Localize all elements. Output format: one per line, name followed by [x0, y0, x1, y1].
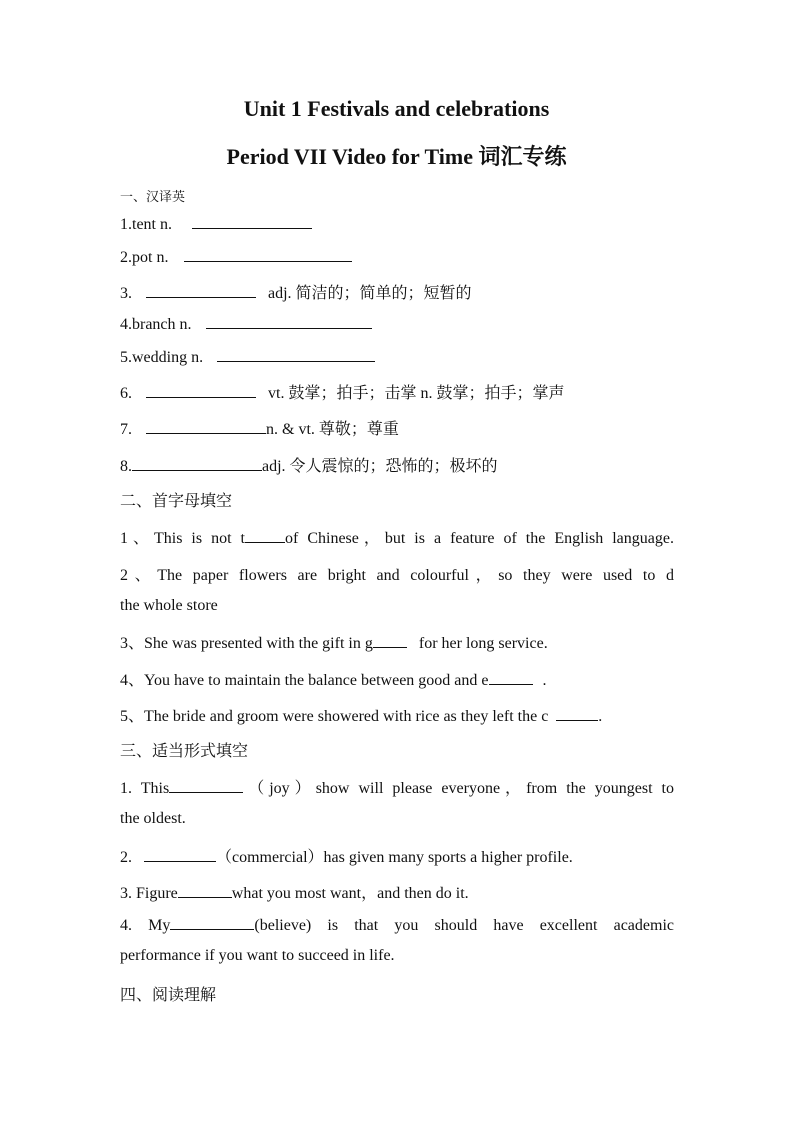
answer-blank — [146, 419, 266, 434]
answer-blank — [184, 247, 352, 262]
vocab-item-1: 1.tent n. — [120, 214, 312, 234]
form-question-4-cont: performance if you want to succeed in life. — [120, 947, 395, 964]
answer-blank — [245, 528, 285, 543]
answer-blank — [206, 314, 372, 329]
answer-blank — [192, 214, 312, 229]
vocab-item-6: 6. vt. 鼓掌；拍手；击掌 n. 鼓掌；拍手；掌声 — [120, 385, 565, 402]
page-subtitle: Period VII Video for Time 词汇专练 — [226, 144, 567, 169]
answer-blank — [489, 670, 533, 685]
section4-heading: 四、阅读理解 — [120, 987, 217, 1004]
section1-heading: 一、汉译英 — [120, 189, 186, 204]
form-question-1-cont: the oldest. — [120, 810, 186, 827]
answer-blank — [132, 456, 262, 471]
answer-blank — [170, 915, 254, 930]
fill-question-2: 2、The paper flowers are bright and colourful，so they were used to d — [120, 567, 674, 584]
answer-blank — [373, 633, 407, 648]
answer-blank — [169, 778, 243, 793]
fill-question-5: 5、The bride and groom were showered with rice as they left the c . — [120, 708, 603, 725]
vocab-item-8: 8. adj. 令人震惊的；恐怖的；极坏的 — [120, 458, 498, 475]
vocab-item-5: 5.wedding n. — [120, 347, 375, 367]
answer-blank — [144, 847, 216, 862]
form-question-3: 3. Figure what you most want，and then do it. — [120, 885, 469, 902]
answer-blank — [178, 883, 232, 898]
fill-question-1: 1、This is not t of Chinese，but is a feature of the English language. — [120, 530, 674, 547]
answer-blank — [556, 706, 598, 721]
section3-heading: 三、适当形式填空 — [120, 743, 249, 760]
answer-blank — [146, 283, 256, 298]
page-title: Unit 1 Festivals and celebrations — [243, 96, 550, 121]
fill-question-3: 3、She was presented with the gift in g for her long service. — [120, 635, 548, 652]
vocab-item-7: 7. n. & vt. 尊敬；尊重 — [120, 421, 399, 438]
fill-question-2-cont: the whole store — [120, 597, 218, 614]
fill-question-4: 4、You have to maintain the balance between good and e . — [120, 672, 547, 689]
vocab-item-3: 3. adj. 简洁的；简单的；短暂的 — [120, 285, 472, 302]
form-question-2: 2. （commercial）has given many sports a higher profile. — [120, 849, 573, 866]
vocab-item-2: 2.pot n. — [120, 247, 352, 267]
vocab-item-4: 4.branch n. — [120, 314, 372, 334]
answer-blank — [146, 383, 256, 398]
form-question-4: 4. My (believe) is that you should have excellent academic — [120, 917, 675, 934]
section2-heading: 二、首字母填空 — [120, 493, 233, 510]
answer-blank — [217, 347, 375, 362]
form-question-1: 1. This （joy）show will please everyone，from the youngest to — [120, 780, 674, 797]
